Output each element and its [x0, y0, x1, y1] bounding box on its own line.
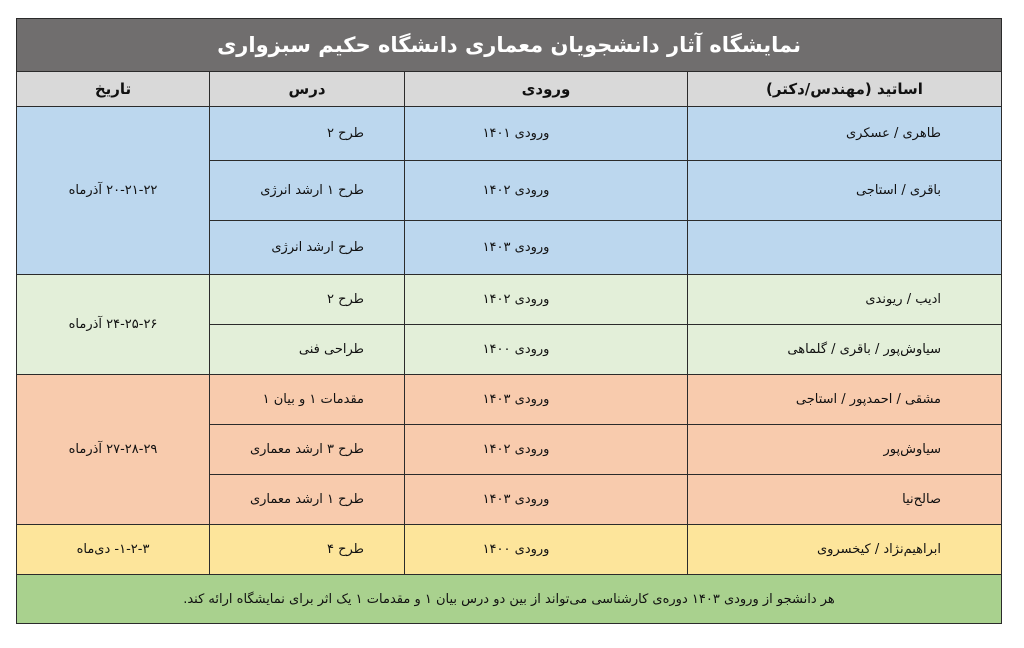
professors-cell: مشقی / احمدپور / استاجی	[688, 375, 1002, 425]
entry-cell: ورودی ۱۴۰۳	[405, 221, 688, 275]
course-cell: طرح ۱ ارشد انرژی	[210, 161, 405, 221]
entry-cell: ورودی ۱۴۰۰	[405, 525, 688, 575]
table-row	[17, 525, 1002, 575]
professors-cell	[688, 221, 1002, 275]
course-cell: مقدمات ۱ و بیان ۱	[210, 375, 405, 425]
entry-cell: ورودی ۱۴۰۲	[405, 425, 688, 475]
course-cell: طراحی فنی	[210, 325, 405, 375]
course-cell: طرح ۲	[210, 275, 405, 325]
entry-cell: ورودی ۱۴۰۰	[405, 325, 688, 375]
header-date: تاریخ	[17, 72, 210, 107]
footer-row	[17, 575, 1002, 624]
header-course: درس	[210, 72, 405, 107]
entry-cell: ورودی ۱۴۰۳	[405, 475, 688, 525]
table-title: نمایشگاه آثار دانشجویان معماری دانشگاه حکیم سبزواری	[17, 19, 1002, 72]
entry-cell: ورودی ۱۴۰۳	[405, 375, 688, 425]
course-cell: طرح ۴	[210, 525, 405, 575]
table-row	[17, 107, 1002, 161]
date-cell: ۲۴-۲۵-۲۶ آذرماه	[17, 275, 210, 375]
professors-cell: صالح‌نیا	[688, 475, 1002, 525]
entry-cell: ورودی ۱۴۰۲	[405, 161, 688, 221]
schedule-body	[17, 107, 1002, 624]
date-cell: ۱-۲-۳- دی‌ماه	[17, 525, 210, 575]
professors-cell: طاهری / عسکری	[688, 107, 1002, 161]
footer-note: هر دانشجو از ورودی ۱۴۰۳ دوره‌ی کارشناسی می‌تواند از بین دو درس بیان ۱ و مقدمات ۱ یک اثر برای نمایشگاه ارائه کند.	[17, 575, 1002, 624]
professors-cell: ابراهیم‌نژاد / کیخسروی	[688, 525, 1002, 575]
course-cell: طرح ۲	[210, 107, 405, 161]
professors-cell: سیاوش‌پور / باقری / گلماهی	[688, 325, 1002, 375]
entry-cell: ورودی ۱۴۰۲	[405, 275, 688, 325]
header-professors: اساتید (مهندس/دکتر)	[688, 72, 1002, 107]
table-row	[17, 375, 1002, 425]
table-row	[17, 275, 1002, 325]
course-cell: طرح ارشد انرژی	[210, 221, 405, 275]
professors-cell: سیاوش‌پور	[688, 425, 1002, 475]
date-cell: ۲۷-۲۸-۲۹ آذرماه	[17, 375, 210, 525]
entry-cell: ورودی ۱۴۰۱	[405, 107, 688, 161]
date-cell: ۲۰-۲۱-۲۲ آذرماه	[17, 107, 210, 275]
professors-cell: باقری / استاجی	[688, 161, 1002, 221]
course-cell: طرح ۳ ارشد معماری	[210, 425, 405, 475]
header-entry: ورودی	[405, 72, 688, 107]
exhibition-schedule-table	[16, 18, 1002, 624]
professors-cell: ادیب / ریوندی	[688, 275, 1002, 325]
course-cell: طرح ۱ ارشد معماری	[210, 475, 405, 525]
